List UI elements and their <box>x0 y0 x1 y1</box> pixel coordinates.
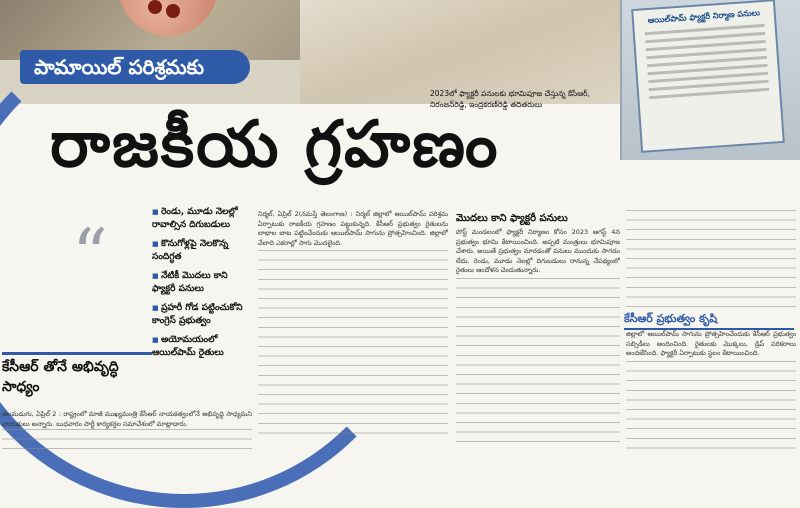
article-text: జిల్లాలో ఆయిల్‌పామ్ సాగును ప్రోత్సహించేందుకు కేసీఆర్ ప్రభుత్వం సబ్సిడీలు అందించింది. రైతులకు మొక్కలు, డ్రిప్ పరికరాలు అందజేసింది. ఫ్యాక్టరీ ఏర్పాటుకు స్థలం కేటాయించింది. <box>626 330 796 358</box>
section-heading: మొదలు కాని ఫ్యాక్టరీ పనులు <box>456 213 568 224</box>
article-column-bottom <box>2 410 252 464</box>
page-headline: రాజకీయ గ్రహణం <box>50 108 500 182</box>
palm-fruit <box>148 0 162 14</box>
highlight-item: ■ అయోమయంలో ఆయిల్‌పామ్ రైతులు <box>152 334 252 360</box>
article-column-3 <box>626 330 796 462</box>
article-text: పోస్ట్ మండలంలో ఫ్యాక్టరీ నిర్మాణం కోసం 2023 ఆగస్ట్ 4న ప్రభుత్వం భూమి కేటాయించింది. అప్పటి మంత్రులు భూమిపూజ చేశారు. అయితే ప్రభుత్వం మారడంతో పనులు ముందుకు సాగడం లేదు. రెండు, మూడు నెలల్లో దిగుబడులు రానున్న నేపథ్యంలో రైతులు ఆందోళన చెందుతున్నారు. <box>456 228 620 275</box>
signboard-text: ఆయిల్‌పామ్ ఫ్యాక్టరీ నిర్మాణ పనులు <box>647 8 761 26</box>
article-column-2 <box>456 228 620 462</box>
signboard-photo <box>620 0 800 160</box>
signboard <box>631 0 785 153</box>
article-text: తలమడుగు, ఏప్రిల్ 2 : రాష్ట్రంలో మాజీ ముఖ్యమంత్రి కేసీఆర్ నాయకత్వంలోనే అభివృద్ధి సాధ్యమని నాయకులు అన్నారు. బుధవారం పార్టీ కార్యకర్తల సమావేశంలో మాట్లాడారు. <box>2 410 252 428</box>
highlight-item: ■ కొనుగోళ్లపై నెలకొన్న సందిగ్ధత <box>152 238 252 264</box>
photo-caption: 2023లో ఫ్యాక్టరీ పనులకు భూమిపూజ చేస్తున్న కేసీఆర్, నిరంజన్‌రెడ్డి, ఇంద్రకరణ్‌రెడ్డి తదితరులు <box>430 89 590 109</box>
quote-mark-icon: “ <box>72 214 108 296</box>
side-quote: కేసీఆర్ తోనే అభివృద్ధి సాధ్యం <box>2 352 152 397</box>
highlight-item: ■ నేటికీ మొదలు కాని ఫ్యాక్టరీ పనులు <box>152 270 252 296</box>
palm-fruit <box>166 4 180 18</box>
kicker-banner: పామాయిల్ పరిశ్రమకు <box>20 50 250 84</box>
highlight-item: ■ రెండు, మూడు నెలల్లో రావాల్సిన దిగుబడులు <box>152 206 252 232</box>
section-heading: కేసీఆర్ ప్రభుత్వం కృషి <box>624 312 794 330</box>
article-text: నిర్మల్, ఏప్రిల్ 2(నమస్తే తెలంగాణ) : నిర్మల్ జిల్లాలో ఆయిల్‌పామ్ పరిశ్రమ ఏర్పాటుకు రాజకీయ గ్రహణం పట్టుకున్నది. కేసీఆర్ ప్రభుత్వం రైతులను లాభాల బాట పట్టించేందుకు ఆయిల్‌పామ్ సాగును ప్రోత్సహించింది. జిల్లాలో వేలాది ఎకరాల్లో సాగు మొదలైంది. <box>258 210 448 247</box>
highlight-item: ■ ప్రహరీ గోడ పట్టించుకోని కాంగ్రెస్ ప్రభుత్వం <box>152 302 252 328</box>
highlights-list <box>152 206 252 366</box>
article-column-1 <box>258 210 448 460</box>
article-column-3-top <box>626 210 796 308</box>
